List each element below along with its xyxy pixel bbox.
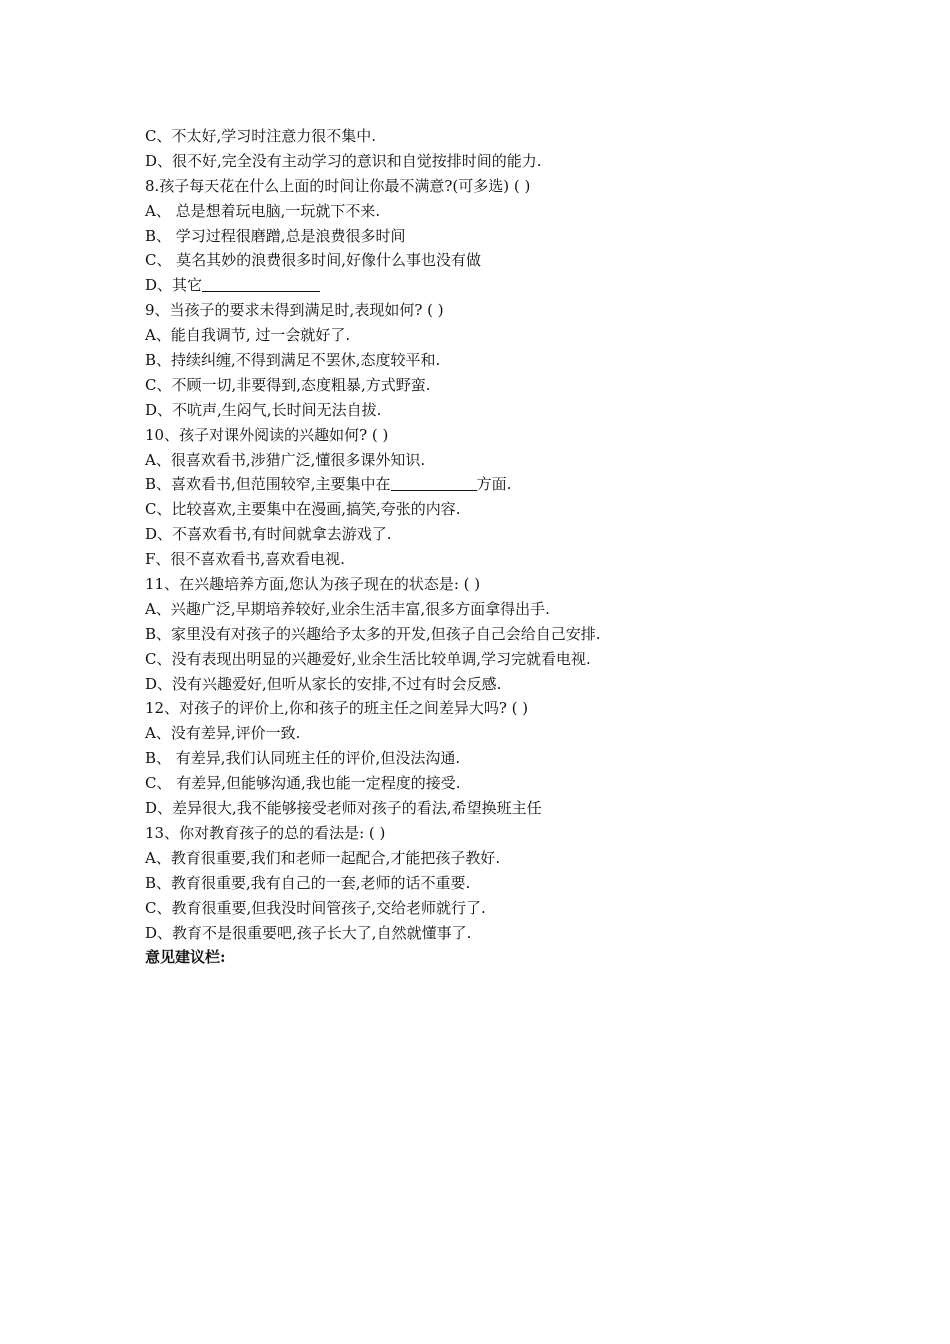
q13-option-a: A、教育很重要,我们和老师一起配合,才能把孩子教好.: [145, 848, 501, 867]
q8-option-d: [145, 273, 865, 298]
q12-option-c: C、 有差异,但能够沟通,我也能一定程度的接受.: [145, 774, 461, 793]
q10-option-c: C、比较喜欢,主要集中在漫画,搞笑,夸张的内容.: [145, 500, 461, 519]
q8-option-a: A、 总是想着玩电脑,一玩就下不来.: [145, 201, 381, 220]
q10-option-b-before: B、喜欢看书,但范围较窄,主要集中在: [145, 475, 391, 494]
q11-question: 11、在兴趣培养方面,您认为孩子现在的状态是: ( ): [145, 575, 481, 594]
q9-option-c: C、不顾一切,非要得到,态度粗暴,方式野蛮.: [145, 375, 431, 394]
q11-option-b: B、家里没有对孩子的兴趣给予太多的开发,但孩子自己会给自己安排.: [145, 624, 601, 643]
q12-option-d: D、差异很大,我不能够接受老师对孩子的看法,希望换班主任: [145, 799, 542, 818]
q10-option-f: F、很不喜欢看书,喜欢看电视.: [145, 550, 345, 569]
q10-question: 10、孩子对课外阅读的兴趣如何? ( ): [145, 425, 389, 444]
q8-option-b: B、 学习过程很磨蹭,总是浪费很多时间: [145, 226, 406, 245]
q9-option-d: D、不吭声,生闷气,长时间无法自拔.: [145, 400, 382, 419]
q13-option-b: B、教育很重要,我有自己的一套,老师的话不重要.: [145, 873, 471, 892]
q9-option-a: A、能自我调节, 过一会就好了.: [145, 326, 351, 345]
q10-option-a: A、很喜欢看书,涉猎广泛,懂很多课外知识.: [145, 450, 426, 469]
q13-question: 13、你对教育孩子的总的看法是: ( ): [145, 823, 386, 842]
q11-option-a: A、兴趣广泛,早期培养较好,业余生活丰富,很多方面拿得出手.: [145, 599, 550, 618]
q12-option-a: A、没有差异,评价一致.: [145, 724, 301, 743]
q7-option-d: D、很不好,完全没有主动学习的意识和自觉按排时间的能力.: [145, 151, 542, 170]
questionnaire-body: [145, 124, 865, 970]
q10-option-b: [145, 472, 865, 497]
q12-option-b: B、 有差异,我们认同班主任的评价,但没法沟通.: [145, 749, 461, 768]
q7-option-c: C、不太好,学习时注意力很不集中.: [145, 127, 377, 145]
q11-option-c: C、没有表现出明显的兴趣爱好,业余生活比较单调,学习完就看电视.: [145, 649, 591, 668]
suggestions-heading: 意见建议栏:: [145, 948, 226, 967]
q13-option-d: D、教育不是很重要吧,孩子长大了,自然就懂事了.: [145, 923, 472, 942]
q8-question: 8.孩子每天花在什么上面的时间让你最不满意?(可多选) ( ): [145, 176, 531, 195]
q9-option-b: B、持续纠缠,不得到满足不罢休,态度较平和.: [145, 351, 441, 370]
q8-option-d-label: D、其它: [145, 276, 203, 295]
q10-option-b-after: 方面.: [476, 475, 512, 494]
q8-option-c: C、 莫名其妙的浪费很多时间,好像什么事也没有做: [145, 251, 482, 270]
q9-question: 9、当孩子的要求未得到满足时,表现如何? ( ): [145, 301, 444, 320]
fill-in-blank: [391, 475, 477, 491]
q10-option-d: D、不喜欢看书,有时间就拿去游戏了.: [145, 525, 392, 544]
q13-option-c: C、教育很重要,但我没时间管孩子,交给老师就行了.: [145, 898, 486, 917]
q12-question: 12、对孩子的评价上,你和孩子的班主任之间差异大吗? ( ): [145, 699, 529, 718]
q11-option-d: D、没有兴趣爱好,但听从家长的安排,不过有时会反感.: [145, 674, 502, 693]
fill-in-blank: [202, 276, 320, 292]
